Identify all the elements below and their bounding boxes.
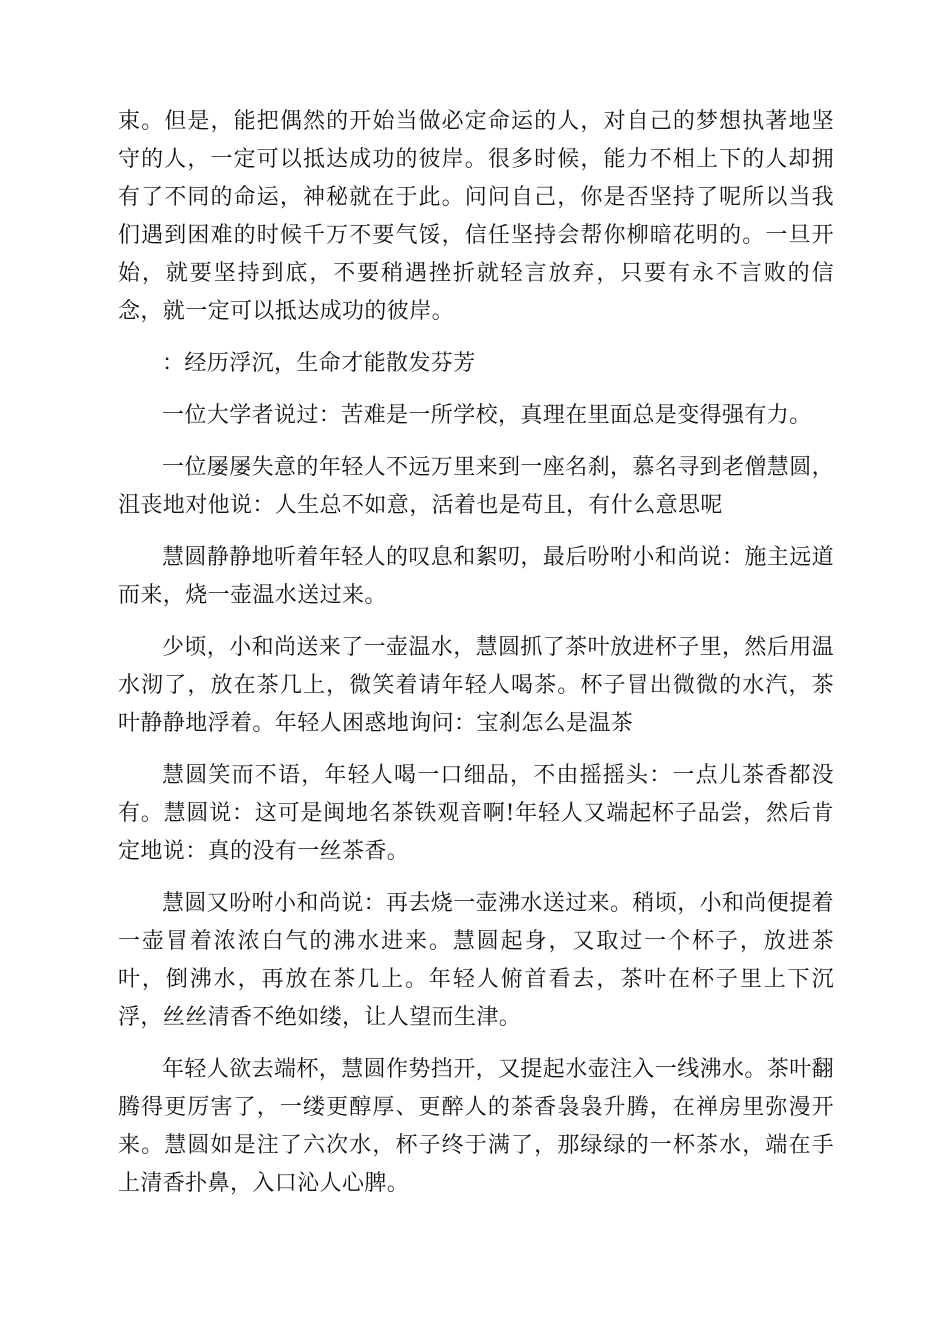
paragraph: 慧圆笑而不语，年轻人喝一口细品，不由摇摇头：一点儿茶香都没有。慧圆说：这可是闽地名茶铁观音啊!年轻人又端起杯子品尝，然后肯定地说：真的没有一丝茶香。 [118, 763, 834, 864]
paragraph: 一位屡屡失意的年轻人不远万里来到一座名刹，慕名寻到老僧慧圆，沮丧地对他说：人生总不如意，活着也是苟且，有什么意思呢 [118, 455, 835, 518]
paragraph: 一位大学者说过：苦难是一所学校，真理在里面总是变得强有力。 [162, 403, 812, 428]
document-body [118, 103, 834, 1217]
paragraph-continuation: 束。但是，能把偶然的开始当做必定命运的人，对自己的梦想执著地坚守的人，一定可以抵达成功的彼岸。很多时候，能力不相上下的人却拥有了不同的命运，神秘就在于此。问问自己，你是否坚持了呢所以当我们遇到困难的时候千万不要气馁，信任坚持会帮你柳暗花明的。一旦开始，就要坚持到底，不要稍遇挫折就轻言放弃，只要有永不言败的信念，就一定可以抵达成功的彼岸。 [118, 109, 834, 324]
paragraph-heading: ：经历浮沉，生命才能散发芬芳 [162, 351, 476, 376]
paragraph: 年轻人欲去端杯，慧圆作势挡开，又提起水壶注入一线沸水。茶叶翻腾得更厉害了，一缕更醇厚、更醉人的茶香袅袅升腾，在禅房里弥漫开来。慧圆如是注了六次水，杯子终于满了，那绿绿的一杯茶水，端在手上清香扑鼻，入口沁人心脾。 [118, 1057, 835, 1196]
paragraph: 慧圆又吩咐小和尚说：再去烧一壶沸水送过来。稍顷，小和尚便提着一壶冒着浓浓白气的沸水进来。慧圆起身，又取过一个杯子，放进茶叶，倒沸水，再放在茶几上。年轻人俯首看去，茶叶在杯子里上下沉浮，丝丝清香不绝如缕，让人望而生津。 [118, 891, 835, 1030]
paragraph: 慧圆静静地听着年轻人的叹息和絮叨，最后吩咐小和尚说：施主远道而来，烧一壶温水送过来。 [118, 545, 835, 608]
paragraph: 少顷，小和尚送来了一壶温水，慧圆抓了茶叶放进杯子里，然后用温水沏了，放在茶几上，微笑着请年轻人喝茶。杯子冒出微微的水汽，茶叶静静地浮着。年轻人困惑地询问：宝刹怎么是温茶 [118, 635, 835, 736]
